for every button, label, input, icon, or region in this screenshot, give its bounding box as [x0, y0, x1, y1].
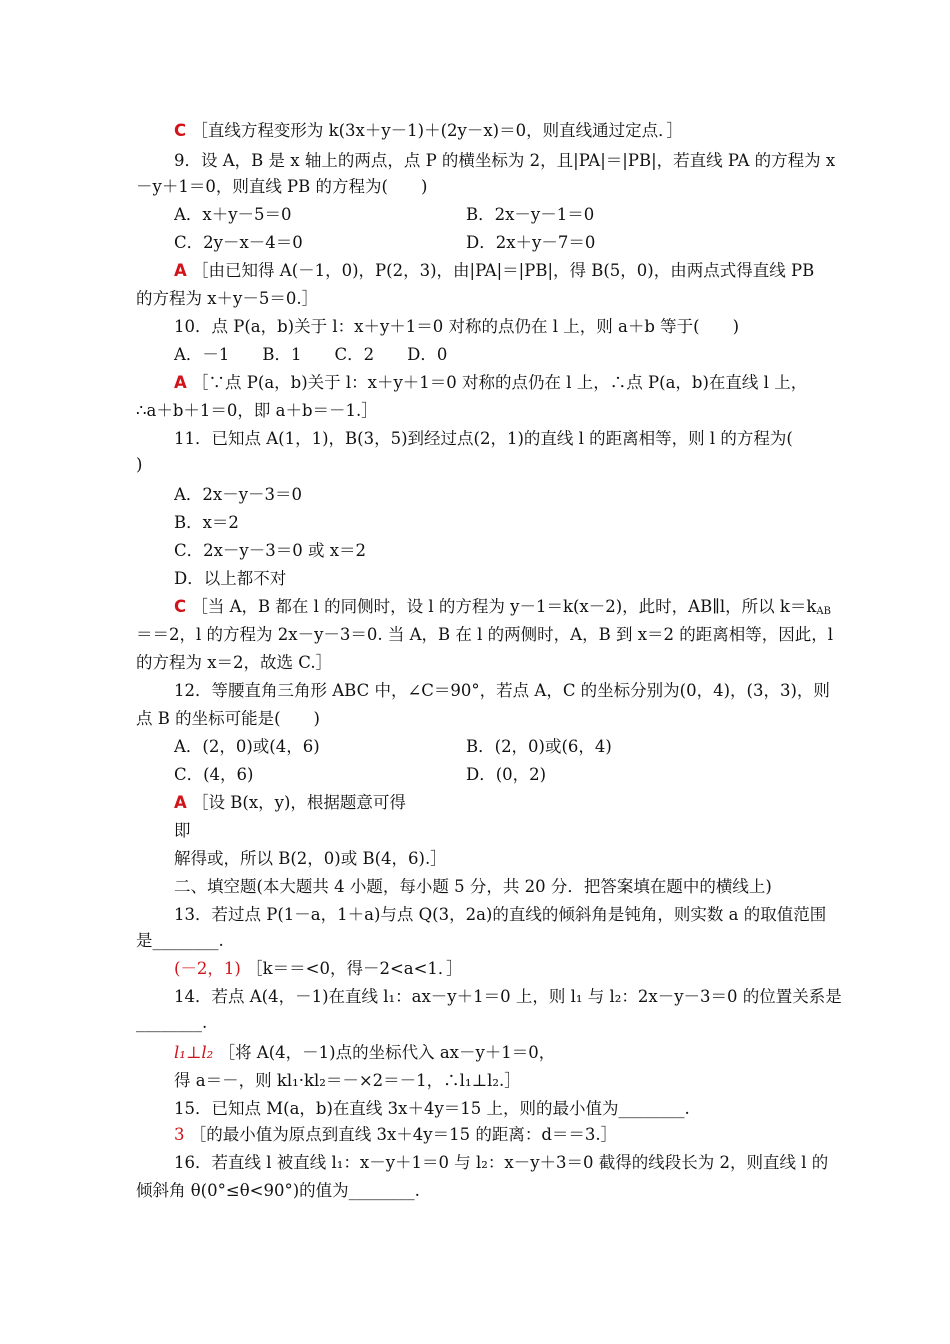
- answer-value: (－2，1): [174, 959, 241, 978]
- option-a: A．(2，0)或(4，6): [174, 737, 320, 756]
- answer-text: ［由已知得 A(－1，0)，P(2，3)，由|PA|＝|PB|，得 B(5，0)，由两点式得直线 PB: [192, 261, 815, 280]
- question-11-line-1: 11．已知点 A(1，1)，B(3，5)到经过点(2，1)的直线 l 的距离相等，则 l 的方程为(: [174, 429, 793, 448]
- answer-continuation: 的方程为 x＝2，故选 C.］: [136, 653, 333, 672]
- option-d: D．以上都不对: [174, 569, 287, 588]
- question-16-line-2: 倾斜角 θ(0°≤θ<90°)的值为________.: [136, 1181, 420, 1200]
- question-16-line-1: 16．若直线 l 被直线 l₁：x－y＋1＝0 与 l₂：x－y＋3＝0 截得的线段长为 2，则直线 l 的: [174, 1153, 829, 1172]
- answer-line: [174, 958, 463, 980]
- answer-text: ［k＝＝<0，得－2<a<1．］: [246, 959, 463, 978]
- section-heading: 二、填空题(本大题共 4 小题，每小题 5 分，共 20 分．把答案填在题中的横线上): [174, 877, 772, 896]
- answer-continuation: ∴a＋b＋1＝0，即 a＋b＝－1.］: [136, 401, 378, 420]
- answer-text: ［的最小值为原点到直线 3x＋4y＝15 的距离：d＝＝3.］: [189, 1125, 618, 1144]
- answer-text: ［∵点 P(a，b)关于 l：x＋y＋1＝0 对称的点仍在 l 上，∴点 P(a，b)在直线 l 上，: [192, 373, 808, 392]
- answer-value: l₁⊥l₂: [174, 1043, 214, 1062]
- option-d: D．(0，2): [466, 765, 547, 784]
- answer-line: [174, 372, 807, 394]
- answer-text: ［将 A(4，－1)点的坐标代入 ax－y＋1＝0，: [218, 1043, 556, 1062]
- option-a: A．2x－y－3＝0: [174, 485, 303, 504]
- option-a: A．x＋y－5＝0: [174, 205, 292, 224]
- answer-continuation: 得 a＝－，则 kl₁·kl₂＝－×2＝－1，∴l₁⊥l₂.］: [174, 1071, 521, 1090]
- answer-text: ［直线方程变形为 k(3x＋y－1)＋(2y－x)＝0，则直线通过定点．］: [191, 121, 683, 140]
- answer-mark: A: [174, 793, 187, 812]
- options-inline: A．－1 B．1 C．2 D．0: [174, 345, 448, 364]
- question-13-line-2: 是________.: [136, 931, 224, 950]
- answer-value: 3: [174, 1125, 185, 1144]
- option-c: C．2y－x－4＝0: [174, 233, 303, 252]
- answer-line: [174, 1042, 555, 1064]
- question-10: 10．点 P(a，b)关于 l：x＋y＋1＝0 对称的点仍在 l 上，则 a＋b 等于( ): [174, 317, 740, 336]
- answer-mark: A: [174, 373, 187, 392]
- question-14-line-1: 14．若点 A(4，－1)在直线 l₁：ax－y＋1＝0 上，则 l₁ 与 l₂：2x－y－3＝0 的位置关系是: [174, 987, 842, 1006]
- answer-text: ［当 A，B 都在 l 的同侧时，设 l 的方程为 y－1＝k(x－2)，此时，AB∥l，所以 k＝k: [191, 597, 817, 616]
- question-15: 15．已知点 M(a，b)在直线 3x＋4y＝15 上，则的最小值为________.: [174, 1099, 690, 1118]
- answer-line: [174, 260, 814, 282]
- answer-mark: C: [174, 597, 187, 616]
- answer-mark: C: [174, 121, 187, 140]
- question-12-line-1: 12．等腰直角三角形 ABC 中，∠C＝90°，若点 A，C 的坐标分别为(0，4)，(3，3)，则: [174, 681, 830, 700]
- answer-line: [174, 120, 683, 142]
- option-b: B．(2，0)或(6，4): [466, 737, 612, 756]
- answer-line: [174, 596, 831, 618]
- subscript: AB: [816, 606, 831, 617]
- answer-mark: A: [174, 261, 187, 280]
- answer-continuation: 即: [174, 821, 191, 840]
- question-14-line-2: ________.: [136, 1013, 208, 1032]
- option-c: C．2x－y－3＝0 或 x＝2: [174, 541, 367, 560]
- option-b: B．2x－y－1＝0: [466, 205, 595, 224]
- answer-continuation: 的方程为 x＋y－5＝0.］: [136, 289, 319, 308]
- question-12-line-2: 点 B 的坐标可能是( ): [136, 709, 320, 728]
- answer-text: ［设 B(x，y)，根据题意可得: [192, 793, 406, 812]
- answer-continuation: 解得或，所以 B(2，0)或 B(4，6).］: [174, 849, 447, 868]
- option-b: B．x＝2: [174, 513, 239, 532]
- question-11-line-2: ): [136, 455, 143, 474]
- answer-line: [174, 1124, 617, 1146]
- question-13-line-1: 13．若过点 P(1－a，1＋a)与点 Q(3，2a)的直线的倾斜角是钝角，则实数 a 的取值范围: [174, 905, 827, 924]
- answer-line: [174, 792, 406, 814]
- question-9-line-1: 9．设 A，B 是 x 轴上的两点，点 P 的横坐标为 2，且|PA|＝|PB|，若直线 PA 的方程为 x: [174, 151, 836, 170]
- option-c: C．(4，6): [174, 765, 254, 784]
- option-d: D．2x＋y－7＝0: [466, 233, 596, 252]
- answer-continuation: ＝＝2，l 的方程为 2x－y－3＝0. 当 A，B 在 l 的两侧时，A，B 到 x＝2 的距离相等，因此，l: [136, 625, 834, 644]
- question-9-line-2: －y＋1＝0，则直线 PB 的方程为( ): [136, 177, 428, 196]
